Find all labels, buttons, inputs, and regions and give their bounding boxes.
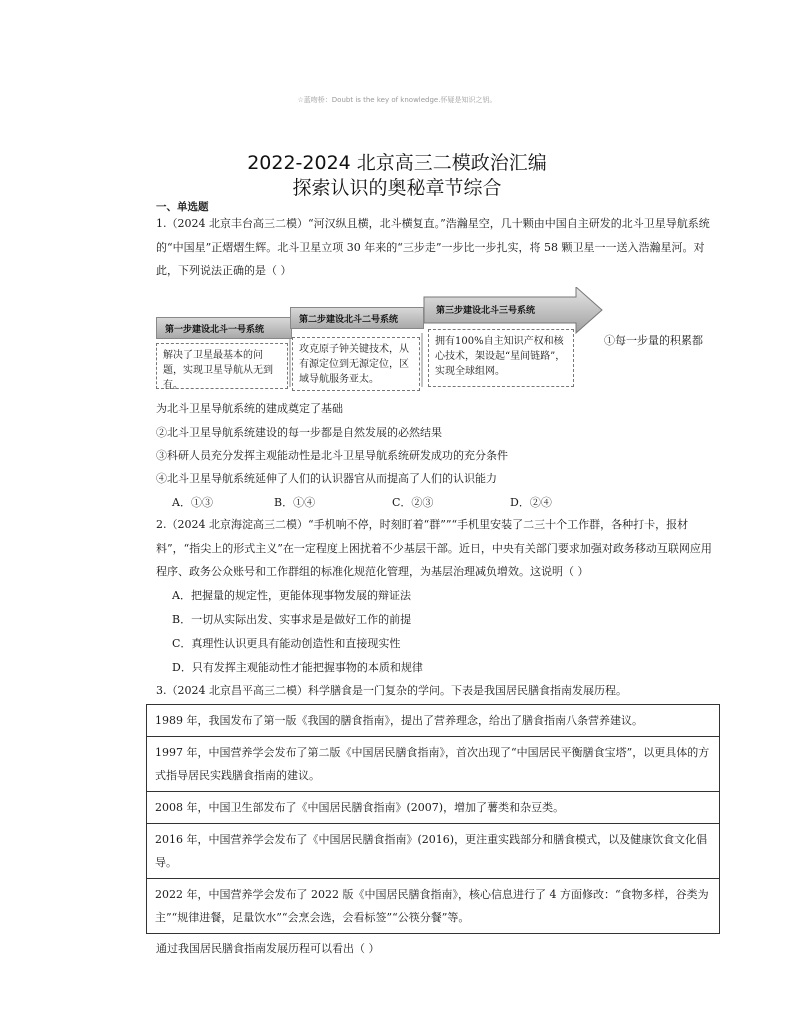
q2-option-a[interactable]: A．把握量的规定性，更能体现事物发展的辩证法: [172, 589, 411, 602]
table-row: [147, 737, 720, 792]
q2-option-c[interactable]: C．真理性认识更具有能动创造性和直接现实性: [172, 637, 401, 650]
table-cell: 2016 年，中国营养学会发布了《中国居民膳食指南》(2016)，更注重实践部分和膳食模式，以及健康饮食文化倡导。: [147, 824, 720, 879]
step-1-desc: 解决了卫星最基本的问题，实现卫星导航从无到有。: [156, 343, 288, 389]
table-cell: 1997 年，中国营养学会发布了第二版《中国居民膳食指南》，首次出现了“中国居民平衡膳食宝塔”，以更具体的方式指导居民实践膳食指南的建议。: [147, 737, 720, 792]
step-3-label: 第三步建设北斗三号系统: [436, 305, 536, 316]
table-cell: 1989 年，我国发布了第一版《我国的膳食指南》，提出了营养理念，给出了膳食指南八条营养建议。: [147, 705, 720, 737]
step-2-desc: 攻克原子钟关键技术，从有源定位到无源定位，区域导航服务亚太。: [292, 337, 420, 391]
table-row: [147, 879, 720, 934]
diet-guideline-history-table: [146, 704, 720, 934]
document-title: 2022-2024 北京高三二模政治汇编: [247, 152, 547, 174]
beidou-step-diagram: [156, 287, 606, 397]
q1-statement-1-end: 为北斗卫星导航系统的建成奠定了基础: [156, 402, 343, 415]
q2-stem: 2.（2024 北京海淀高三二模）“手机响不停，时刻盯着“群””“手机里安装了二三十个工作群，各种打卡，报材料”，“指尖上的形式主义”在一定程度上困扰着不少基层干部。近日，中央有关部门要求加强对政务移动互联网应用程序、政务公众账号和工作群组的标准化规范化管理，为基层治理减负增效。这说明（ ）: [156, 518, 712, 578]
q1-option-d[interactable]: D．②④: [510, 496, 552, 509]
q1-stem: 1.（2024 北京丰台高三二模）“河汉纵且横，北斗横复直。”浩瀚星空，几十颗由中国自主研发的北斗卫星导航系统的“中国星”正熠熠生辉。北斗卫星立项 30 年来的“三步走”一步比一步扎实，将 58 颗卫星一一送入浩瀚星河。对此，下列说法正确的是（ ）: [156, 217, 710, 277]
table-row: [147, 705, 720, 737]
q1-statement-3: ③科研人员充分发挥主观能动性是北斗卫星导航系统研发成功的充分条件: [156, 449, 508, 462]
watermark: ☆蓝吻桥：Doubt is the key of knowledge.怀疑是知识之钥。: [297, 96, 497, 104]
q2-option-d[interactable]: D．只有发挥主观能动性才能把握事物的本质和规律: [172, 661, 423, 674]
q1-option-a[interactable]: A．①③: [172, 496, 213, 509]
q2-option-b[interactable]: B．一切从实际出发、实事求是是做好工作的前提: [172, 613, 412, 626]
q3-followup: 通过我国居民膳食指南发展历程可以看出（ ）: [156, 942, 380, 955]
table-row: [147, 792, 720, 824]
q1-statement-4: ④北斗卫星导航系统延伸了人们的认识器官从而提高了人们的认识能力: [156, 472, 497, 485]
section-heading: 一、单选题: [156, 201, 209, 213]
document-subtitle: 探索认识的奥秘章节综合: [292, 177, 502, 199]
q1-statement-1-start: ①每一步量的积累都: [604, 334, 703, 347]
q1-option-b[interactable]: B．①④: [274, 496, 316, 509]
table-row: [147, 824, 720, 879]
step-2-label: 第二步建设北斗二号系统: [290, 307, 424, 329]
step-3-desc: 拥有100%自主知识产权和核心技术，架设起“星间链路”，实现全球组网。: [428, 329, 574, 387]
table-cell: 2022 年，中国营养学会发布了 2022 版《中国居民膳食指南》，核心信息进行了 4 方面修改：“食物多样，谷类为主”“规律进餐，足量饮水”“会烹会选，会看标签”“公筷分餐”等。: [147, 879, 720, 934]
q3-stem: 3.（2024 北京昌平高三二模）科学膳食是一门复杂的学问。下表是我国居民膳食指南发展历程。: [156, 684, 627, 697]
table-cell: 2008 年，中国卫生部发布了《中国居民膳食指南》(2007)，增加了薯类和杂豆类。: [147, 792, 720, 824]
step-1-label: 第一步建设北斗一号系统: [156, 317, 292, 339]
q1-statement-2: ②北斗卫星导航系统建设的每一步都是自然发展的必然结果: [156, 426, 442, 439]
q1-option-c[interactable]: C．②③: [392, 496, 434, 509]
